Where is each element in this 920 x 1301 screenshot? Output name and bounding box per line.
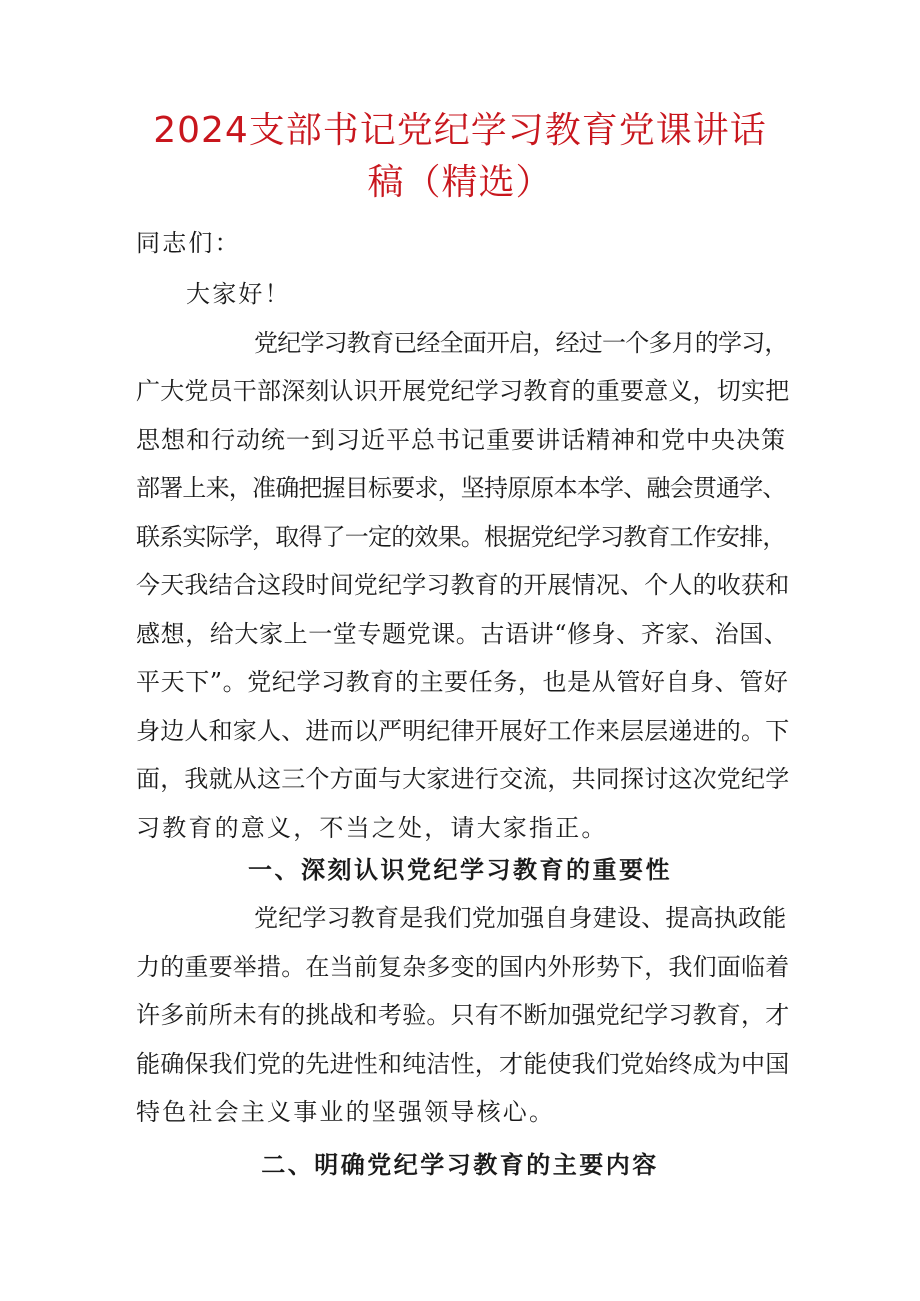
paragraph-2-line: 许多前所未有的挑战和考验。只有不断加强党纪学习教育，才: [136, 1001, 790, 1029]
paragraph-1-line: 感想，给大家上一堂专题党课。古语讲“修身、齐家、治国、: [136, 620, 789, 648]
greeting: 大家好！: [186, 280, 291, 308]
paragraph-2-line: 特色社会主义事业的坚强领导核心。: [136, 1098, 556, 1126]
paragraph-1-line: 部署上来，准确把握目标要求，坚持原原本本学、融会贯通学、: [136, 474, 786, 502]
paragraph-2-line: 党纪学习教育是我们党加强自身建设、提高执政能: [254, 904, 787, 932]
paragraph-1-line: 习教育的意义，不当之处，请大家指正。: [136, 814, 608, 842]
paragraph-2-line: 能确保我们党的先进性和纯洁性，才能使我们党始终成为中国: [136, 1050, 790, 1078]
paragraph-1-line: 联系实际学，取得了一定的效果。根据党纪学习教育工作安排，: [136, 523, 786, 551]
paragraph-1-line: 今天我结合这段时间党纪学习教育的开展情况、个人的收获和: [136, 571, 790, 599]
paragraph-1-line: 思想和行动统一到习近平总书记重要讲话精神和党中央决策: [136, 426, 786, 454]
paragraph-1-line: 面，我就从这三个方面与大家进行交流，共同探讨这次党纪学: [136, 765, 790, 793]
paragraph-2-line: 力的重要举措。在当前复杂多变的国内外形势下，我们面临着: [136, 953, 790, 981]
paragraph-1-line: 党纪学习教育已经全面开启，经过一个多月的学习，: [254, 329, 788, 357]
document-title-line-2: 稿（精选）: [367, 162, 553, 203]
paragraph-1-line: 平天下”。党纪学习教育的主要任务，也是从管好自身、管好: [136, 668, 789, 696]
paragraph-1-line: 广大党员干部深刻认识开展党纪学习教育的重要意义，切实把: [136, 377, 790, 405]
paragraph-1-line: 身边人和家人、进而以严明纪律开展好工作来层层递进的。下: [136, 717, 790, 745]
document-title-line-1: 2024支部书记党纪学习教育党课讲话: [153, 110, 767, 151]
section-heading-1: 一、深刻认识党纪学习教育的重要性: [248, 855, 672, 884]
section-heading-2: 二、明确党纪学习教育的主要内容: [261, 1150, 659, 1179]
salutation: 同志们：: [136, 229, 241, 257]
